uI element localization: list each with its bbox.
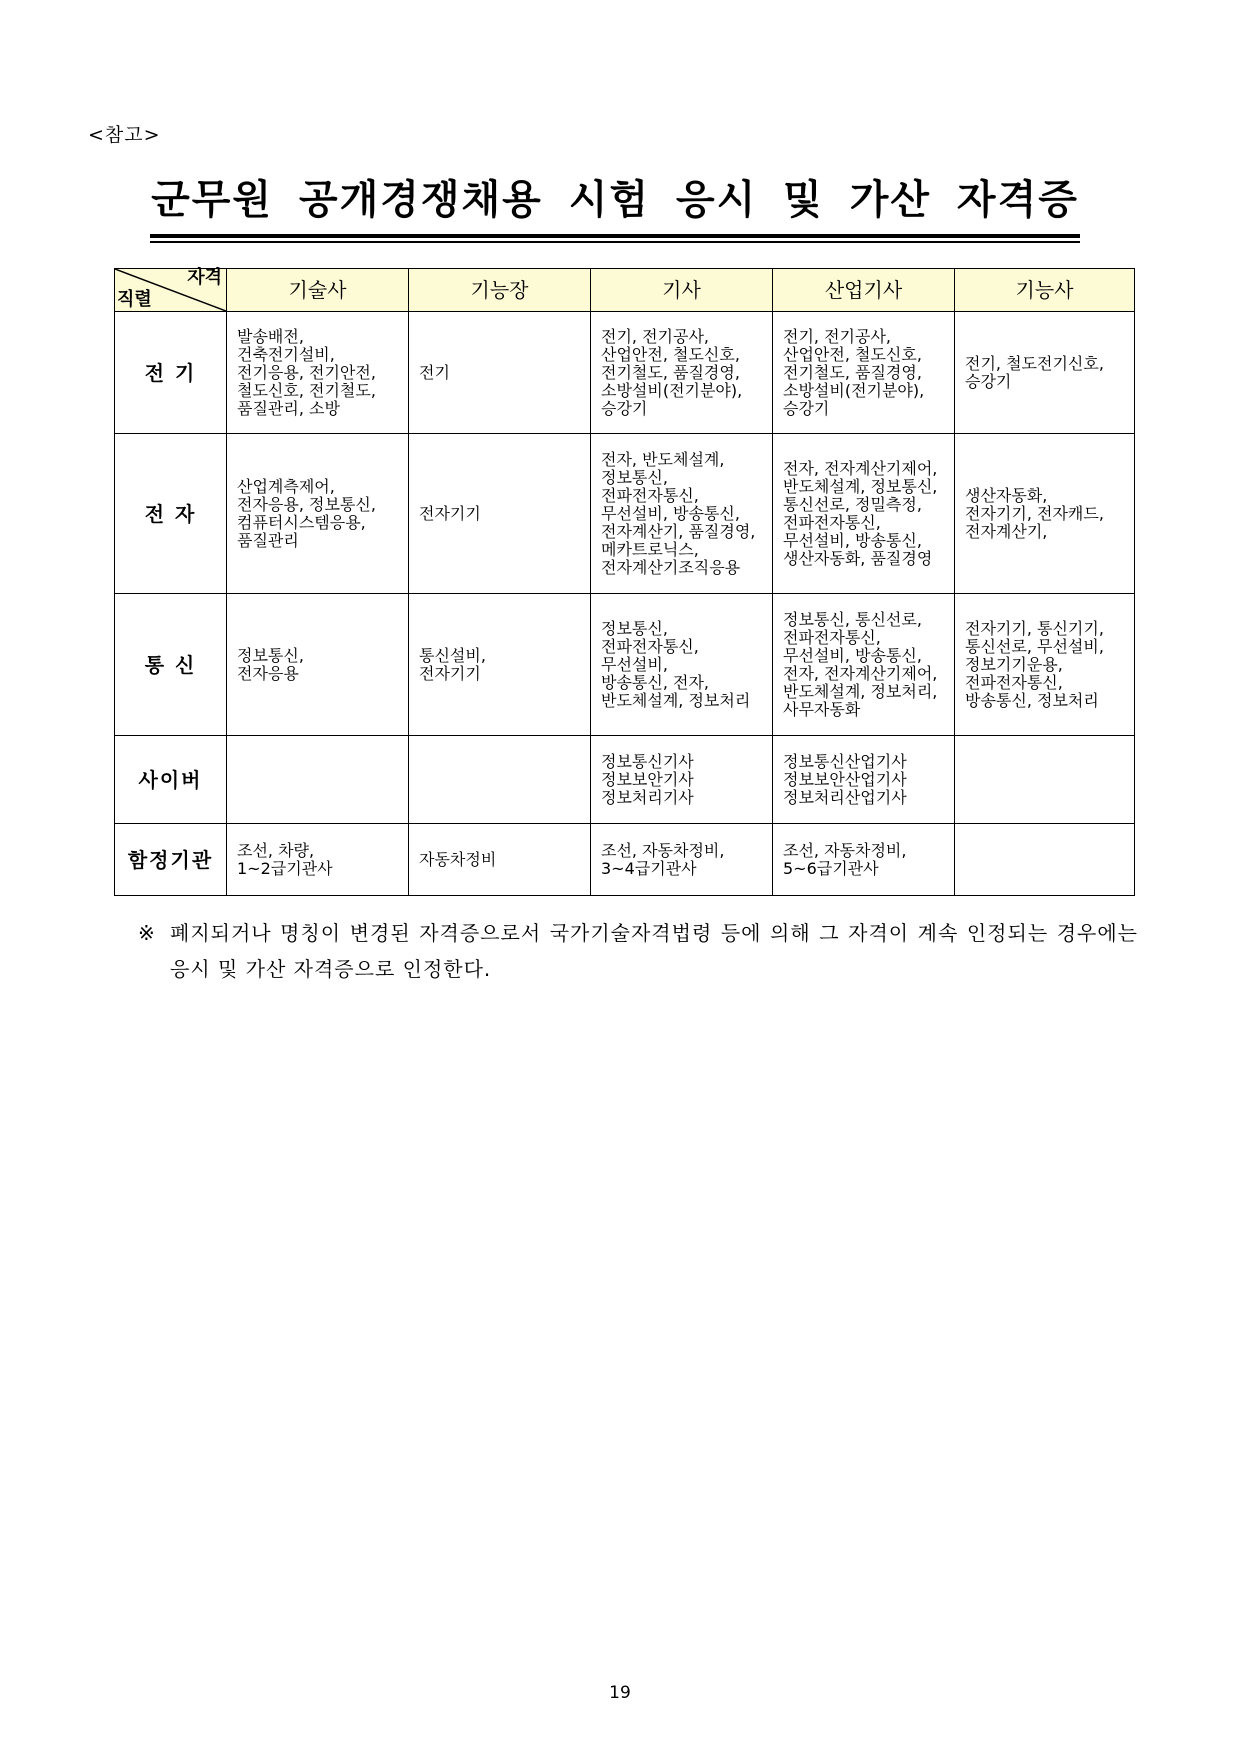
cell-line: 전자기기, 전자캐드, bbox=[965, 503, 1104, 523]
table-cell bbox=[227, 594, 409, 736]
table-cell bbox=[773, 736, 955, 824]
cell-line: 전자, 반도체설계, bbox=[601, 449, 725, 469]
reference-note: <참고> bbox=[88, 124, 161, 146]
table-cell bbox=[773, 594, 955, 736]
cell-line: 전기철도, 품질경영, bbox=[783, 362, 922, 382]
cell-line: 전파전자통신, bbox=[783, 627, 881, 647]
corner-header bbox=[115, 269, 227, 312]
table-cell bbox=[591, 824, 773, 896]
cell-line: 전자, 전자계산기제어, bbox=[783, 458, 938, 478]
cell-line: 철도신호, 전기철도, bbox=[237, 380, 376, 400]
cell-line: 방송통신, 정보처리 bbox=[965, 690, 1099, 710]
table-cell bbox=[955, 312, 1135, 434]
cell-line: 정보통신, 통신선로, bbox=[783, 609, 922, 629]
table-row bbox=[115, 736, 1135, 824]
cell-line: 승강기 bbox=[965, 371, 1012, 391]
table-cell bbox=[955, 824, 1135, 896]
table-cell bbox=[409, 824, 591, 896]
cell-line: 전기, 철도전기신호, bbox=[965, 353, 1104, 373]
cell-line: 무선설비, 방송통신, bbox=[783, 645, 922, 665]
cell-line: 소방설비(전기분야), bbox=[783, 380, 925, 400]
cell-line: 전자기기 bbox=[419, 663, 481, 683]
cell-line: 반도체설계, 정보통신, bbox=[783, 476, 938, 496]
cell-line: 생산자동화, bbox=[965, 485, 1048, 505]
cell-line: 5~6급기관사 bbox=[783, 858, 879, 878]
cell-line: 정보통신산업기사 bbox=[783, 751, 907, 771]
page-number: 19 bbox=[609, 1683, 631, 1703]
page-title: 군무원 공개경쟁채용 시험 응시 및 가산 자격증 bbox=[151, 177, 1079, 223]
table-cell bbox=[955, 736, 1135, 824]
cell-line: 무선설비, 방송통신, bbox=[783, 530, 922, 550]
row-header: 전 자 bbox=[115, 434, 227, 594]
cell-line: 조선, 자동차정비, bbox=[783, 840, 907, 860]
row-header: 전 기 bbox=[115, 312, 227, 434]
title-block bbox=[150, 172, 1080, 243]
table-cell bbox=[773, 312, 955, 434]
table-cell bbox=[955, 434, 1135, 594]
cell-line: 전파전자통신, bbox=[601, 636, 699, 656]
row-header: 사이버 bbox=[115, 736, 227, 824]
corner-label-series: 직렬 bbox=[117, 289, 152, 310]
cell-line: 정보보안산업기사 bbox=[783, 769, 907, 789]
footnote bbox=[138, 915, 1138, 987]
table-cell bbox=[227, 736, 409, 824]
cell-line: 발송배전, bbox=[237, 326, 304, 346]
title-underline bbox=[150, 234, 1080, 238]
cell-line: 전자응용 bbox=[237, 663, 299, 683]
table-cell bbox=[773, 434, 955, 594]
cell-line: 정보통신, bbox=[601, 618, 668, 638]
cell-line: 전기응용, 전기안전, bbox=[237, 362, 376, 382]
cell-line: 전기 bbox=[419, 362, 450, 382]
cell-line: 정보처리산업기사 bbox=[783, 787, 907, 807]
column-header: 산업기사 bbox=[773, 269, 955, 312]
cell-line: 무선설비, 방송통신, bbox=[601, 503, 740, 523]
cell-line: 건축전기설비, bbox=[237, 344, 335, 364]
cell-line: 전자계산기, bbox=[965, 521, 1048, 541]
table-cell bbox=[409, 434, 591, 594]
cell-line: 반도체설계, 정보처리, bbox=[783, 681, 938, 701]
footnote-text: 폐지되거나 명칭이 변경된 자격증으로서 국가기술자격법령 등에 의해 그 자격이 계속 인정되는 경우에는 응시 및 가산 자격증으로 인정한다. bbox=[170, 921, 1138, 981]
cell-line: 전파전자통신, bbox=[601, 485, 699, 505]
cell-line: 전파전자통신, bbox=[965, 672, 1063, 692]
table-cell bbox=[409, 312, 591, 434]
corner-label-qualification: 자격 bbox=[187, 267, 222, 288]
cell-line: 승강기 bbox=[783, 398, 830, 418]
table-cell bbox=[955, 594, 1135, 736]
column-header: 기능장 bbox=[409, 269, 591, 312]
cell-line: 전기, 전기공사, bbox=[601, 326, 709, 346]
cell-line: 정보통신, bbox=[237, 645, 304, 665]
cell-line: 승강기 bbox=[601, 398, 648, 418]
cell-line: 정보보안기사 bbox=[601, 769, 694, 789]
table-cell bbox=[591, 434, 773, 594]
table-cell bbox=[773, 824, 955, 896]
cell-line: 전자계산기, 품질경영, bbox=[601, 521, 756, 541]
cell-line: 전자계산기조직응용 bbox=[601, 557, 741, 577]
cell-line: 정보기기운용, bbox=[965, 654, 1063, 674]
cell-line: 컴퓨터시스템응용, bbox=[237, 512, 366, 532]
table-cell bbox=[591, 312, 773, 434]
column-header: 기술사 bbox=[227, 269, 409, 312]
cell-line: 전파전자통신, bbox=[783, 512, 881, 532]
table-cell bbox=[227, 434, 409, 594]
footnote-mark: ※ bbox=[138, 921, 155, 945]
column-header: 기사 bbox=[591, 269, 773, 312]
cell-line: 조선, 자동차정비, bbox=[601, 840, 725, 860]
table-cell bbox=[227, 312, 409, 434]
cell-line: 전기, 전기공사, bbox=[783, 326, 891, 346]
cell-line: 반도체설계, 정보처리 bbox=[601, 690, 751, 710]
cell-line: 산업안전, 철도신호, bbox=[601, 344, 740, 364]
cell-line: 품질관리, 소방 bbox=[237, 398, 340, 418]
cell-line: 전자기기 bbox=[419, 503, 481, 523]
cell-line: 방송통신, 전자, bbox=[601, 672, 709, 692]
cell-line: 전자응용, 정보통신, bbox=[237, 494, 376, 514]
cell-line: 1~2급기관사 bbox=[237, 858, 333, 878]
cell-line: 조선, 차량, bbox=[237, 840, 315, 860]
cell-line: 산업계측제어, bbox=[237, 476, 335, 496]
cell-line: 품질관리 bbox=[237, 530, 299, 550]
cell-line: 전기철도, 품질경영, bbox=[601, 362, 740, 382]
cell-line: 전자기기, 통신기기, bbox=[965, 618, 1104, 638]
cell-line: 사무자동화 bbox=[783, 699, 861, 719]
table-cell bbox=[591, 594, 773, 736]
cell-line: 산업안전, 철도신호, bbox=[783, 344, 922, 364]
table-row bbox=[115, 594, 1135, 736]
cell-line: 정보처리기사 bbox=[601, 787, 694, 807]
table-row bbox=[115, 434, 1135, 594]
cell-line: 통신설비, bbox=[419, 645, 486, 665]
cell-line: 통신선로, 무선설비, bbox=[965, 636, 1104, 656]
cell-line: 정보통신기사 bbox=[601, 751, 694, 771]
qualification-table bbox=[114, 268, 1135, 896]
column-header: 기능사 bbox=[955, 269, 1135, 312]
cell-line: 생산자동화, 품질경영 bbox=[783, 548, 933, 568]
table-cell bbox=[227, 824, 409, 896]
cell-line: 자동차정비 bbox=[419, 849, 497, 869]
row-header: 함정기관 bbox=[115, 824, 227, 896]
table-row bbox=[115, 312, 1135, 434]
table-cell bbox=[409, 594, 591, 736]
table-cell bbox=[591, 736, 773, 824]
cell-line: 통신선로, 정밀측정, bbox=[783, 494, 922, 514]
cell-line: 전자, 전자계산기제어, bbox=[783, 663, 938, 683]
cell-line: 정보통신, bbox=[601, 467, 668, 487]
title-underline-thin bbox=[150, 241, 1080, 243]
table-header-row bbox=[115, 269, 1135, 312]
table-row bbox=[115, 824, 1135, 896]
cell-line: 메카트로닉스, bbox=[601, 539, 699, 559]
cell-line: 무선설비, bbox=[601, 654, 668, 674]
cell-line: 3~4급기관사 bbox=[601, 858, 697, 878]
cell-line: 소방설비(전기분야), bbox=[601, 380, 743, 400]
table-cell bbox=[409, 736, 591, 824]
row-header: 통 신 bbox=[115, 594, 227, 736]
